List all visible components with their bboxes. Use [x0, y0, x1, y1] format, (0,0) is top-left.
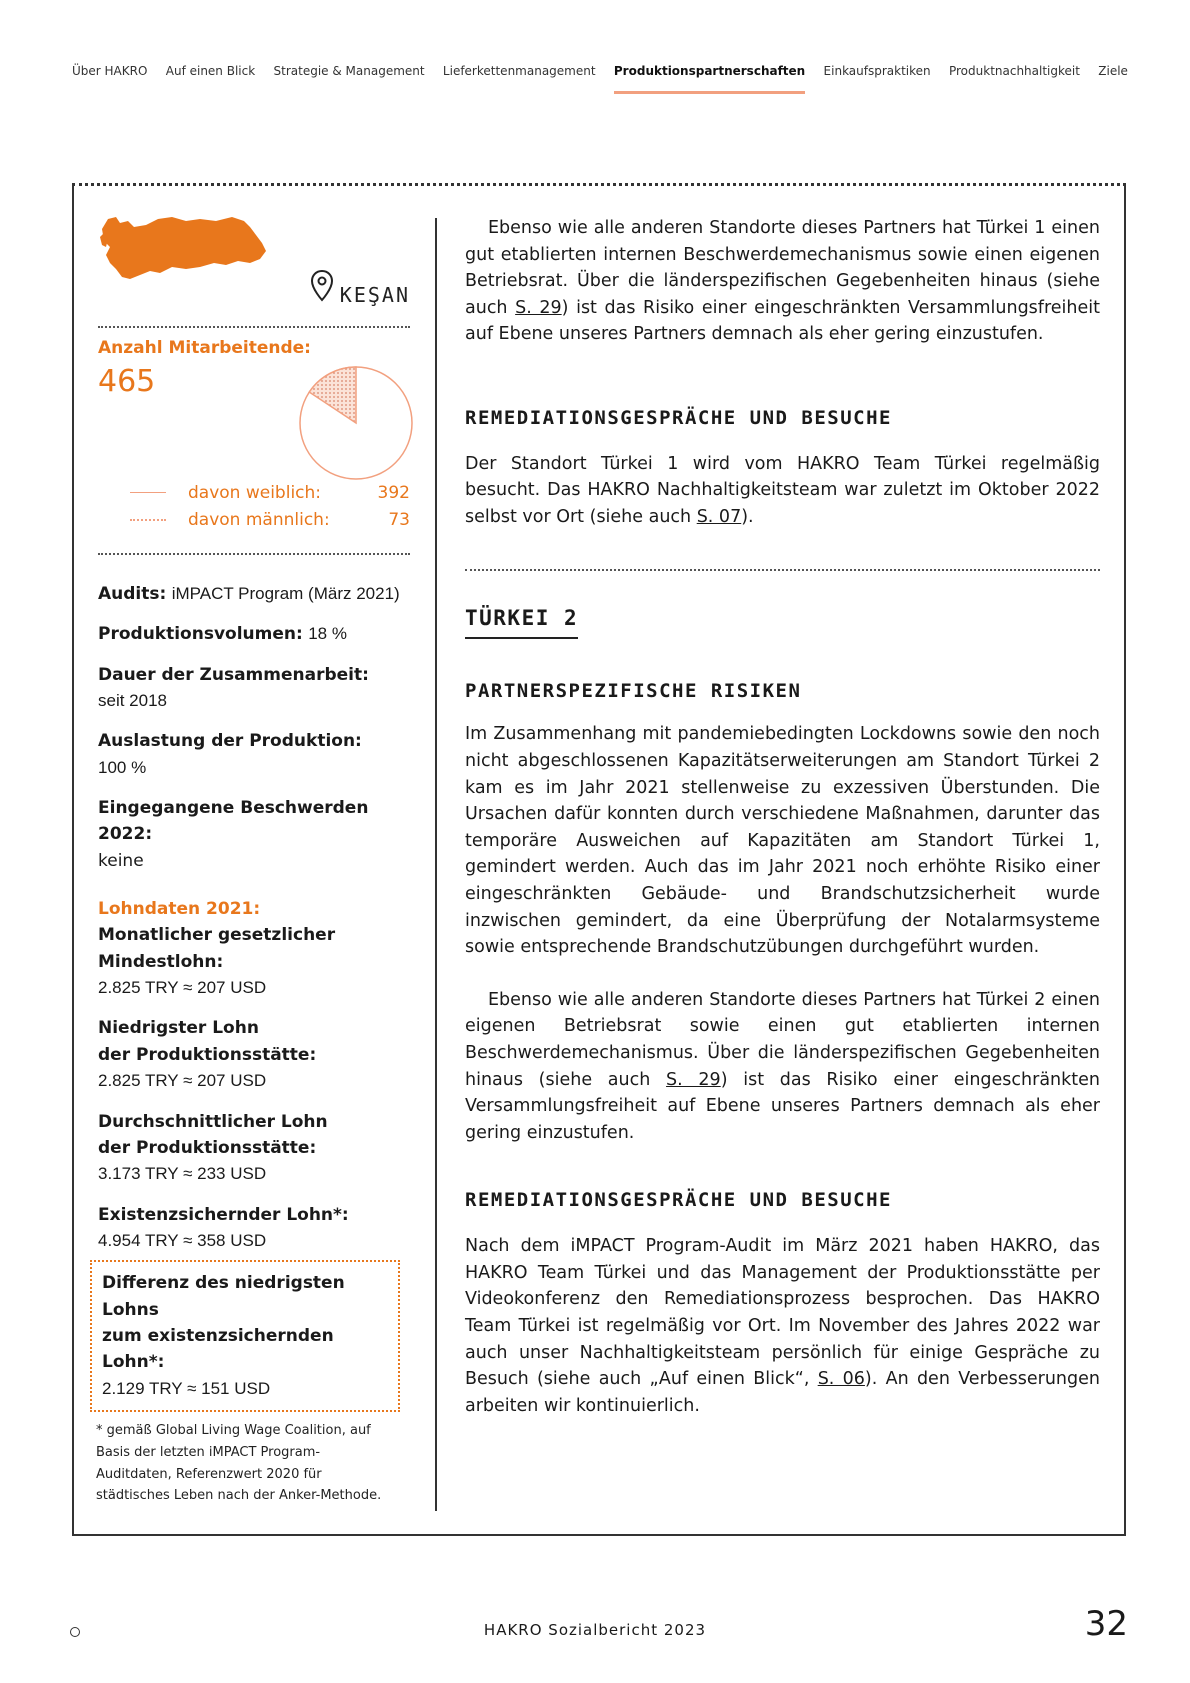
factsheet-column	[98, 205, 410, 1426]
legend-swatch-dotted	[130, 519, 166, 521]
fact-label: Existenzsichernder Lohn*:	[98, 1204, 349, 1225]
fact-audits	[98, 581, 410, 607]
fact-label: Dauer der Zusammenarbeit:	[98, 664, 369, 685]
text: Der Standort Türkei 1 wird vom HAKRO Team Türkei regelmäßig besucht. Das HAKRO Nachhaltigkeitsteam war zuletzt im Oktober 2022 selbst vor Ort (siehe auch	[465, 453, 1100, 528]
separator	[465, 569, 1100, 571]
page-ref-link[interactable]: S. 29	[515, 297, 562, 318]
page-number: 32	[1084, 1604, 1128, 1644]
footnote: * gemäß Global Living Wage Coalition, auf Basis der letzten iMPACT Program-Auditdaten, Referenzwert 2020 für städtisches Leben nach der Anker-Methode.	[96, 1423, 382, 1504]
legend-row-female	[98, 479, 410, 506]
gender-pie-chart	[296, 363, 416, 483]
legend-label-male: davon männlich:	[188, 509, 330, 530]
section-heading: PARTNERSPEZIFISCHE RISIKEN	[465, 679, 802, 702]
fact-value: 2.825 TRY ≈ 207 USD	[98, 978, 267, 998]
nav-item-ziele[interactable]: Ziele	[1098, 64, 1128, 78]
fact-average-wage	[98, 1109, 410, 1188]
text: ).	[741, 507, 754, 528]
location-heading: TÜRKEI 2	[465, 603, 578, 639]
map-block	[98, 205, 410, 305]
fact-value: 2.129 TRY ≈ 151 USD	[102, 1378, 271, 1398]
column-divider	[435, 218, 437, 1511]
fact-label: zum existenzsichernden Lohn*:	[102, 1325, 334, 1373]
fact-value: iMPACT Program (März 2021)	[171, 584, 400, 603]
nav-item-ueber-hakro[interactable]: Über HAKRO	[72, 64, 148, 78]
report-title: HAKRO Sozialbericht 2023	[483, 1621, 707, 1639]
fact-label: Durchschnittlicher Lohn	[98, 1111, 328, 1132]
section-heading: REMEDIATIONSGESPRÄCHE UND BESUCHE	[465, 406, 892, 429]
pie-legend	[98, 479, 410, 533]
nav-item-produktnachhaltigkeit[interactable]: Produktnachhaltigkeit	[948, 64, 1080, 78]
fact-duration	[98, 662, 410, 715]
nav-item-lieferkettenmanagement[interactable]: Lieferkettenmanagement	[442, 64, 596, 78]
fact-complaints	[98, 795, 410, 874]
legend-value-male: 73	[388, 509, 410, 530]
legend-row-male	[98, 506, 410, 533]
paragraph	[465, 987, 1100, 1147]
paragraph	[465, 215, 1100, 348]
wage-heading: Lohndaten 2021:	[98, 899, 261, 920]
employees-label: Anzahl Mitarbeitende:	[98, 338, 311, 358]
text: Nach dem iMPACT Program-Audit im März 2021 haben HAKRO, das HAKRO Team Türkei und das Management der Produktionsstätte per Videokonferenz den Remediationsprozess besprochen. Das HAKRO Team Türkei ist regelmäßig vor Ort. Im November des Jahres 2022 war auch unser Nachhaltigkeitsteam persönlich für einige Gespräche zu Besuch (siehe auch „Auf einen Blick“,	[465, 1236, 1100, 1390]
section-heading: REMEDIATIONSGESPRÄCHE UND BESUCHE	[465, 1189, 892, 1212]
paragraph	[465, 451, 1100, 531]
nav-item-produktionspartnerschaften[interactable]: Produktionspartnerschaften	[614, 64, 805, 94]
text: ) ist das Risiko einer eingeschränkten Versammlungsfreiheit auf Ebene unseres Partners demnach als eher gering einzustufen.	[465, 297, 1100, 345]
fact-lowest-wage	[98, 1015, 410, 1094]
fact-label: Eingegangene Beschwerden 2022:	[98, 798, 369, 845]
nav-item-auf-einen-blick[interactable]: Auf einen Blick	[165, 64, 256, 78]
fact-value: 3.173 TRY ≈ 233 USD	[98, 1164, 267, 1184]
fact-value: 4.954 TRY ≈ 358 USD	[98, 1230, 267, 1250]
fact-utilization	[98, 728, 410, 781]
fact-label: Monatlicher gesetzlicher Mindestlohn:	[98, 925, 336, 972]
separator	[98, 553, 410, 555]
text-column	[465, 215, 1100, 1419]
fact-label: Produktionsvolumen:	[98, 624, 303, 645]
legend-value-female: 392	[377, 482, 410, 503]
facts-list	[98, 581, 410, 1412]
fact-label: Niedrigster Lohn	[98, 1018, 259, 1039]
fact-value: 100 %	[98, 757, 147, 777]
fact-label: Auslastung der Produktion:	[98, 731, 362, 752]
fact-wage-gap-box	[90, 1260, 400, 1412]
legend-label-female: davon weiblich:	[188, 482, 322, 503]
fact-label: der Produktionsstätte:	[98, 1044, 317, 1065]
text: ) ist das Risiko einer eingeschränkten Versammlungsfreiheit auf Ebene unseres Partners demnach als eher gering einzustufen.	[465, 1069, 1100, 1143]
page-ref-link[interactable]: S. 07	[696, 507, 742, 528]
text: Ebenso wie alle anderen Standorte dieses Partners hat Türkei 1 einen gut etablierten internen Beschwerdemechanismus sowie einen eigenen Betriebsrat. Über die länderspezifischen Gegebenheiten hinaus (siehe auch	[465, 218, 1100, 318]
text: Ebenso wie alle anderen Standorte dieses Partners hat Türkei 2 einen eigenen Betriebsrat sowie einen gut etablierten internen Beschwerdemechanismus. Über die länderspezifischen Gegebenheiten hinaus (siehe auch	[465, 989, 1100, 1090]
turkey-map-icon	[100, 213, 280, 293]
nav-item-strategie[interactable]: Strategie & Management	[273, 64, 425, 78]
city-name: KEŞAN	[339, 283, 410, 307]
fact-label: Audits:	[98, 584, 167, 604]
fact-min-wage	[98, 896, 410, 1001]
separator	[98, 326, 410, 328]
legend-swatch-solid	[130, 492, 166, 493]
fact-label: der Produktionsstätte:	[98, 1137, 317, 1158]
section-nav	[72, 64, 1128, 94]
fact-label: Differenz des niedrigsten Lohns	[102, 1273, 345, 1320]
nav-item-einkaufspraktiken[interactable]: Einkaufspraktiken	[823, 64, 931, 78]
page-ref-link[interactable]: S. 06	[817, 1369, 865, 1390]
location-pin-icon	[310, 269, 334, 303]
page-ref-link[interactable]: S. 29	[666, 1069, 721, 1090]
text: ). An den Verbesserungen arbeiten wir kontinuierlich.	[465, 1369, 1100, 1416]
paragraph	[465, 1233, 1100, 1419]
paragraph: Im Zusammenhang mit pandemiebedingten Lockdowns sowie den noch nicht abgeschlossenen Kapazitätserweiterungen am Standort Türkei 2 kam es im Jahr 2021 stellenweise zu exzessiven Überstunden. Die Ursachen dafür konnten durch verschiedene Maßnahmen, darunter das temporäre Ausweichen auf Kapazitäten am Standort Türkei 1, gemindert werden. Auch das im Jahr 2021 noch erhöhte Risiko einer eingeschränkten Gebäude- und Brandschutzsicherheit wurde inzwischen gemindert, da eine Überprüfung der Notalarmsysteme sowie entsprechende Brandschutzübungen durchgeführt wurden.	[465, 724, 1100, 958]
fact-living-wage	[98, 1202, 410, 1255]
employees-total: 465	[98, 364, 156, 399]
fact-value: seit 2018	[98, 691, 167, 711]
fact-value: 18 %	[308, 624, 347, 644]
fact-value: keine	[98, 850, 144, 871]
fact-volume	[98, 621, 410, 647]
fact-value: 2.825 TRY ≈ 207 USD	[98, 1071, 267, 1091]
